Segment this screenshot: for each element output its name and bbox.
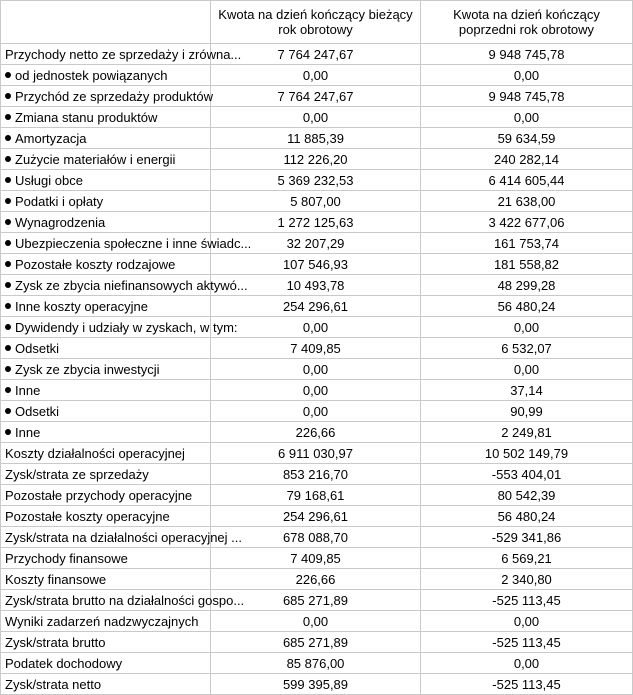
previous-year-value: 181 558,82: [421, 254, 633, 275]
table-row: [1, 485, 633, 506]
row-label: Odsetki: [15, 341, 60, 356]
row-label: Inne: [15, 425, 41, 440]
current-year-value: 85 876,00: [211, 653, 421, 674]
row-label-cell: [1, 296, 211, 317]
current-year-value: 112 226,20: [211, 149, 421, 170]
row-label: Zysk/strata ze sprzedaży: [5, 467, 149, 482]
row-label: Zysk/strata na działalności operacyjnej ...: [5, 530, 242, 545]
table-row: [1, 590, 633, 611]
header-empty-cell: [1, 1, 211, 44]
table-row: [1, 275, 633, 296]
current-year-value: 10 493,78: [211, 275, 421, 296]
bullet-icon: [5, 282, 11, 288]
current-year-value: 0,00: [211, 401, 421, 422]
row-label-cell: [1, 380, 211, 401]
current-year-value: 685 271,89: [211, 590, 421, 611]
row-label-cell: [1, 359, 211, 380]
row-label-cell: [1, 653, 211, 674]
row-label-cell: [1, 611, 211, 632]
row-label-cell: [1, 149, 211, 170]
row-label-cell: [1, 86, 211, 107]
current-year-value: 0,00: [211, 317, 421, 338]
table-row: [1, 422, 633, 443]
previous-year-value: 59 634,59: [421, 128, 633, 149]
current-year-value: 226,66: [211, 422, 421, 443]
row-label-cell: [1, 65, 211, 86]
bullet-icon: [5, 72, 11, 78]
table-row: [1, 401, 633, 422]
row-label-cell: [1, 548, 211, 569]
row-label: Podatki i opłaty: [15, 194, 104, 209]
table-row: [1, 233, 633, 254]
current-year-value: 254 296,61: [211, 296, 421, 317]
bullet-icon: [5, 219, 11, 225]
row-label: Inne koszty operacyjne: [15, 299, 148, 314]
row-label: Pozostałe koszty rodzajowe: [15, 257, 176, 272]
table-row: [1, 317, 633, 338]
table-row: [1, 65, 633, 86]
previous-year-value: 48 299,28: [421, 275, 633, 296]
previous-year-value: 6 532,07: [421, 338, 633, 359]
table-row: [1, 611, 633, 632]
table-row: [1, 86, 633, 107]
row-label: Podatek dochodowy: [5, 656, 123, 671]
row-label: Dywidendy i udziały w zyskach, w tym:: [15, 320, 238, 335]
header-previous-year: Kwota na dzień kończący poprzedni rok obrotowy: [421, 1, 633, 44]
current-year-value: 0,00: [211, 380, 421, 401]
previous-year-value: 21 638,00: [421, 191, 633, 212]
row-label-cell: [1, 422, 211, 443]
table-row: [1, 359, 633, 380]
row-label: Zysk/strata brutto: [5, 635, 106, 650]
table-row: [1, 107, 633, 128]
row-label: Zysk ze zbycia niefinansowych aktywó...: [15, 278, 248, 293]
row-label: Zysk/strata netto: [5, 677, 102, 692]
row-label-cell: [1, 506, 211, 527]
bullet-icon: [5, 429, 11, 435]
row-label: Przychody finansowe: [5, 551, 128, 566]
row-label-cell: [1, 443, 211, 464]
table-row: [1, 212, 633, 233]
row-label: Przychód ze sprzedaży produktów: [15, 89, 213, 104]
row-label: Wynagrodzenia: [15, 215, 106, 230]
table-row: [1, 254, 633, 275]
current-year-value: 0,00: [211, 65, 421, 86]
table-row: [1, 506, 633, 527]
bullet-icon: [5, 345, 11, 351]
previous-year-value: -529 341,86: [421, 527, 633, 548]
row-label-cell: [1, 632, 211, 653]
previous-year-value: 9 948 745,78: [421, 86, 633, 107]
previous-year-value: -525 113,45: [421, 674, 633, 695]
row-label-cell: [1, 317, 238, 338]
row-label: Odsetki: [15, 404, 60, 419]
row-label-cell: [1, 254, 211, 275]
previous-year-value: 80 542,39: [421, 485, 633, 506]
previous-year-value: 0,00: [421, 359, 633, 380]
previous-year-value: 9 948 745,78: [421, 44, 633, 65]
previous-year-value: 0,00: [421, 65, 633, 86]
previous-year-value: 2 249,81: [421, 422, 633, 443]
table-header-row: [1, 1, 633, 44]
previous-year-value: 0,00: [421, 611, 633, 632]
bullet-icon: [5, 240, 11, 246]
current-year-value: 0,00: [211, 107, 421, 128]
current-year-value: 1 272 125,63: [211, 212, 421, 233]
bullet-icon: [5, 324, 11, 330]
previous-year-value: 10 502 149,79: [421, 443, 633, 464]
table-row: [1, 149, 633, 170]
previous-year-value: 2 340,80: [421, 569, 633, 590]
current-year-value: 32 207,29: [211, 233, 421, 254]
current-year-value: 107 546,93: [211, 254, 421, 275]
current-year-value: 7 409,85: [211, 548, 421, 569]
row-label-cell: [1, 128, 211, 149]
table-row: [1, 632, 633, 653]
bullet-icon: [5, 261, 11, 267]
row-label: Ubezpieczenia społeczne i inne świadc...: [15, 236, 252, 251]
previous-year-value: 37,14: [421, 380, 633, 401]
previous-year-value: 161 753,74: [421, 233, 633, 254]
row-label: Koszty finansowe: [5, 572, 107, 587]
table-row: [1, 296, 633, 317]
previous-year-value: 0,00: [421, 653, 633, 674]
previous-year-value: -525 113,45: [421, 632, 633, 653]
row-label-cell: [1, 338, 211, 359]
table-row: [1, 380, 633, 401]
table-row: [1, 170, 633, 191]
bullet-icon: [5, 156, 11, 162]
bullet-icon: [5, 387, 11, 393]
previous-year-value: 56 480,24: [421, 296, 633, 317]
previous-year-value: 0,00: [421, 317, 633, 338]
previous-year-value: 3 422 677,06: [421, 212, 633, 233]
current-year-value: 11 885,39: [211, 128, 421, 149]
table-row: [1, 191, 633, 212]
bullet-icon: [5, 366, 11, 372]
row-label: Pozostałe koszty operacyjne: [5, 509, 170, 524]
row-label: Przychody netto ze sprzedaży i zrówna...: [5, 47, 242, 62]
row-label-cell: [1, 275, 248, 296]
current-year-value: 7 764 247,67: [211, 44, 421, 65]
current-year-value: 0,00: [211, 359, 421, 380]
row-label-cell: [1, 233, 252, 254]
row-label-cell: [1, 44, 242, 65]
current-year-value: 7 764 247,67: [211, 86, 421, 107]
table-row: [1, 44, 633, 65]
previous-year-value: -525 113,45: [421, 590, 633, 611]
row-label: Zysk ze zbycia inwestycji: [15, 362, 160, 377]
current-year-value: 0,00: [211, 611, 421, 632]
previous-year-value: 6 569,21: [421, 548, 633, 569]
bullet-icon: [5, 408, 11, 414]
current-year-value: 7 409,85: [211, 338, 421, 359]
table-row: [1, 128, 633, 149]
current-year-value: 5 369 232,53: [211, 170, 421, 191]
row-label: Zużycie materiałów i energii: [15, 152, 176, 167]
previous-year-value: 90,99: [421, 401, 633, 422]
row-label: Koszty działalności operacyjnej: [5, 446, 185, 461]
previous-year-value: 0,00: [421, 107, 633, 128]
current-year-value: 79 168,61: [211, 485, 421, 506]
bullet-icon: [5, 198, 11, 204]
table-row: [1, 548, 633, 569]
current-year-value: 853 216,70: [211, 464, 421, 485]
table-row: [1, 527, 633, 548]
table-row: [1, 464, 633, 485]
row-label: Inne: [15, 383, 41, 398]
table-row: [1, 338, 633, 359]
row-label-cell: [1, 191, 211, 212]
row-label: Usługi obce: [15, 173, 83, 188]
row-label-cell: [1, 464, 211, 485]
bullet-icon: [5, 114, 11, 120]
previous-year-value: 240 282,14: [421, 149, 633, 170]
row-label-cell: [1, 401, 211, 422]
header-current-year: Kwota na dzień kończący bieżący rok obrotowy: [211, 1, 421, 44]
row-label: Zysk/strata brutto na działalności gospo...: [5, 593, 245, 608]
table-row: [1, 569, 633, 590]
row-label: od jednostek powiązanych: [15, 68, 168, 83]
bullet-icon: [5, 177, 11, 183]
row-label-cell: [1, 569, 211, 590]
row-label: Amortyzacja: [15, 131, 87, 146]
row-label-cell: [1, 212, 211, 233]
table-row: [1, 653, 633, 674]
bullet-icon: [5, 135, 11, 141]
current-year-value: 254 296,61: [211, 506, 421, 527]
row-label-cell: [1, 590, 245, 611]
current-year-value: 678 088,70: [211, 527, 421, 548]
row-label: Wyniki zadarzeń nadzwyczajnych: [5, 614, 199, 629]
bullet-icon: [5, 93, 11, 99]
current-year-value: 5 807,00: [211, 191, 421, 212]
bullet-icon: [5, 303, 11, 309]
previous-year-value: 6 414 605,44: [421, 170, 633, 191]
row-label-cell: [1, 170, 211, 191]
row-label-cell: [1, 485, 211, 506]
row-label-cell: [1, 527, 242, 548]
previous-year-value: -553 404,01: [421, 464, 633, 485]
row-label-cell: [1, 674, 211, 695]
table-row: [1, 443, 633, 464]
table-row: [1, 674, 633, 695]
current-year-value: 226,66: [211, 569, 421, 590]
current-year-value: 685 271,89: [211, 632, 421, 653]
current-year-value: 6 911 030,97: [211, 443, 421, 464]
current-year-value: 599 395,89: [211, 674, 421, 695]
row-label-cell: [1, 107, 211, 128]
row-label: Zmiana stanu produktów: [15, 110, 158, 125]
previous-year-value: 56 480,24: [421, 506, 633, 527]
row-label: Pozostałe przychody operacyjne: [5, 488, 193, 503]
